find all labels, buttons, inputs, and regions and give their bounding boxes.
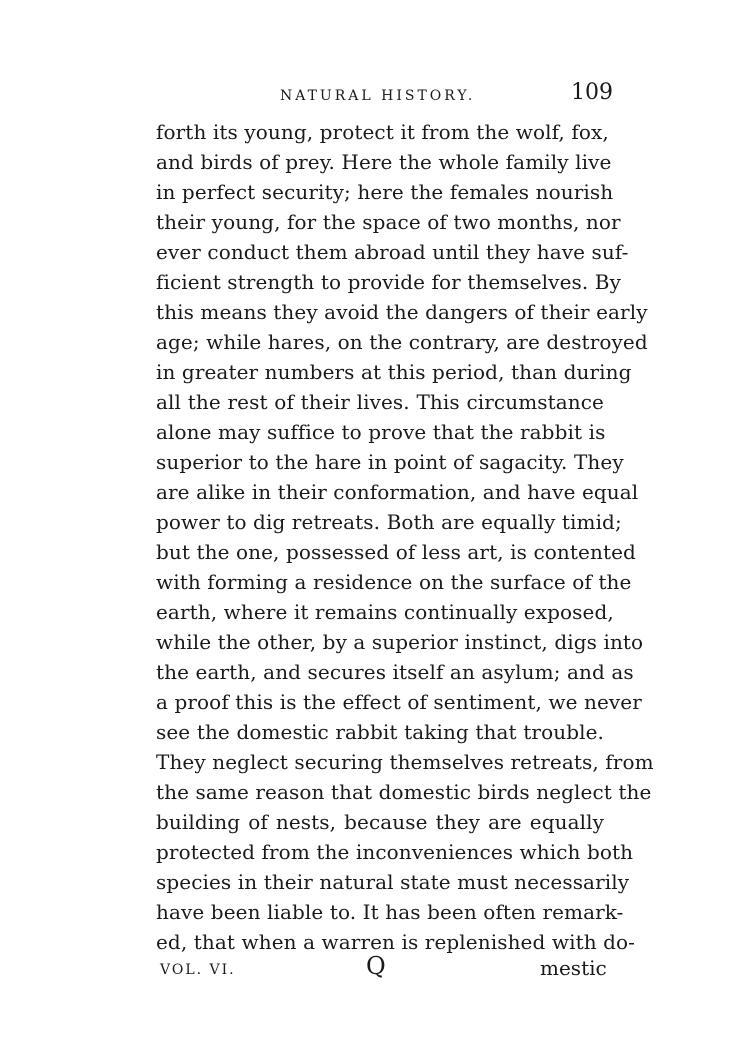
text-line: ficient strength to provide for themselves. By [156,270,621,294]
text-line: this means they avoid the dangers of their early [156,300,648,324]
page-number: 109 [571,80,613,105]
running-title: NATURAL HISTORY. [280,88,476,104]
text-line: ever conduct them abroad until they have suf- [156,240,629,264]
text-line: all the rest of their lives. This circumstance [156,390,604,414]
text-line: earth, where it remains continually exposed, [156,600,614,624]
text-line: the same reason that domestic birds neglect the [156,780,652,804]
text-line: but the one, possessed of less art, is contented [156,540,636,564]
catchword: mestic [540,956,607,980]
text-line: alone may suffice to prove that the rabbit is [156,420,606,444]
text-line: a proof this is the effect of sentiment, we never [156,690,642,714]
body-text [156,117,654,957]
text-line: with forming a residence on the surface of the [156,570,632,594]
text-line: in perfect security; here the females nourish [156,180,614,204]
text-line: see the domestic rabbit taking that trouble. [156,720,604,744]
text-line: building of nests, because they are equally [156,810,604,834]
text-line: superior to the hare in point of sagacity. They [156,450,624,474]
text-line: power to dig retreats. Both are equally timid; [156,510,622,534]
text-line: forth its young, protect it from the wolf, fox, [156,120,609,144]
text-line: age; while hares, on the contrary, are destroyed [156,330,648,354]
text-line: the earth, and secures itself an asylum; and as [156,660,634,684]
volume-label: VOL. VI. [160,962,236,978]
text-line: in greater numbers at this period, than during [156,360,632,384]
text-line: their young, for the space of two months, nor [156,210,621,234]
text-line: protected from the inconveniences which both [156,840,634,864]
text-line: species in their natural state must necessarily [156,870,630,894]
text-line: are alike in their conformation, and have equal [156,480,639,504]
text-line: They neglect securing themselves retreats, from [156,750,654,774]
signature-mark: Q [366,952,386,980]
text-line: ed, that when a warren is replenished with do- [156,930,636,954]
text-line: while the other, by a superior instinct, digs into [156,630,644,654]
text-line: have been liable to. It has been often remark- [156,900,624,924]
text-line: and birds of prey. Here the whole family live [156,150,612,174]
